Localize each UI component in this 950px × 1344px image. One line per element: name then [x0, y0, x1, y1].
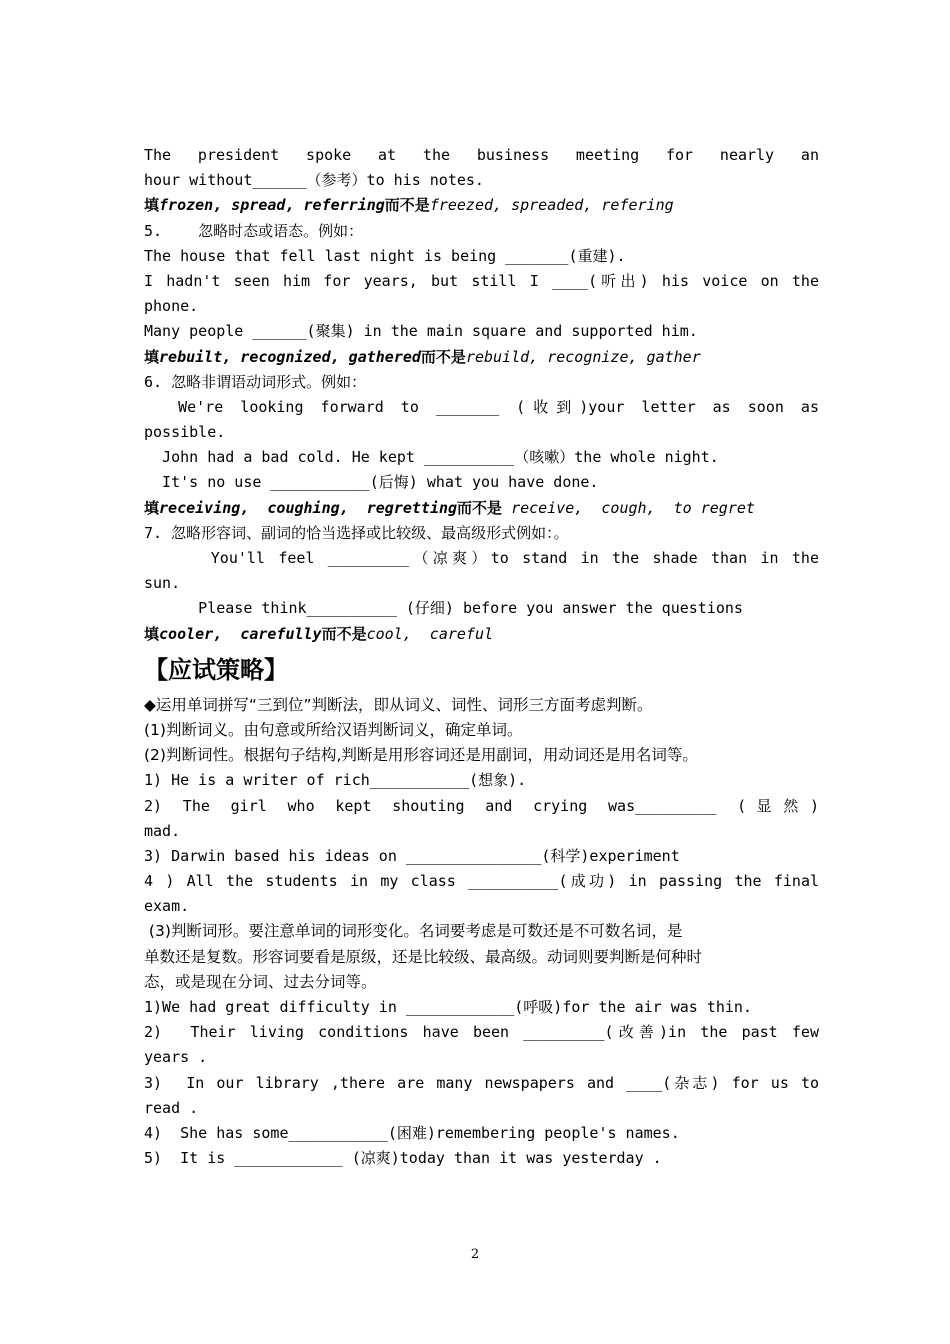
- text-line: mad.: [144, 821, 181, 840]
- text-line: 单数还是复数。形容词要看是原级，还是比较级、最高级。动词则要判断是何种时: [144, 947, 703, 966]
- mistake-examples-block: [144, 143, 819, 647]
- text-line: 7. 忽略形容词、副词的恰当选择或比较级、最高级形式例如：。: [144, 523, 569, 542]
- answer-segment: rebuild, recognize, gather: [465, 347, 701, 366]
- page-number: 2: [470, 1247, 480, 1262]
- text-line: John had a bad cold. He kept __________（咳嗽）the whole night.: [144, 448, 719, 467]
- text-line: possible.: [144, 423, 226, 442]
- text-line: phone.: [144, 297, 199, 316]
- answer-segment: cooler, carefully: [159, 624, 322, 643]
- text-line: I hadn't seen him for years, but still I ____(听出) his voice on the: [144, 271, 819, 290]
- text-line: 4) She has some___________(困难)remembering people's names.: [144, 1123, 680, 1142]
- text-line: hour without______（参考）to his notes.: [144, 171, 484, 190]
- text-line: 态，或是现在分词、过去分词等。: [144, 972, 377, 991]
- text-line: (2)判断词性。根据句子结构,判断是用形容词还是用副词，用动词还是用名词等。: [144, 746, 698, 765]
- answer-segment: 填: [144, 498, 160, 517]
- answer-segment: 而不是: [457, 498, 503, 517]
- answer-line: [144, 496, 819, 521]
- text-line: 6. 忽略非谓语动词形式。例如：: [144, 372, 367, 391]
- text-line: 2) The girl who kept shouting and crying was_________ ( 显 然 ): [144, 796, 819, 815]
- answer-segment: freezed, spreaded, refering: [429, 196, 674, 215]
- text-line: read .: [144, 1098, 199, 1117]
- document-body: [144, 143, 819, 1171]
- answer-segment: 填: [144, 624, 160, 643]
- text-line: 3) In our library ,there are many newspapers and ____(杂志) for us to: [144, 1073, 819, 1092]
- text-line: sun.: [144, 574, 181, 593]
- answer-segment: rebuilt, recognized, gathered: [159, 347, 421, 366]
- answer-segment: frozen, spread, referring: [159, 196, 385, 215]
- text-line: 5. 忽略时态或语态。例如：: [144, 221, 364, 240]
- text-line: ◆运用单词拼写“三到位”判断法，即从词义、词性、词形三方面考虑判断。: [144, 695, 653, 714]
- text-line: The house that fell last night is being _______(重建).: [144, 246, 626, 265]
- text-line: (3)判断词形。要注意单词的词形变化。名词要考虑是可数还是不可数名词，是: [144, 922, 683, 941]
- text-line: Please think__________ (仔细) before you answer the questions: [144, 599, 743, 618]
- text-line: 5) It is ____________ (凉爽)today than it was yesterday .: [144, 1149, 662, 1168]
- text-line: We're looking forward to _______ (收到)your letter as soon as: [144, 397, 819, 416]
- text-line: Many people ______(聚集) in the main square and supported him.: [144, 322, 698, 341]
- answer-segment: receive, cough, to regret: [502, 498, 755, 517]
- text-line: The president spoke at the business meeting for nearly an: [144, 146, 819, 164]
- answer-segment: cool, careful: [366, 624, 494, 643]
- text-line: 4 ) All the students in my class __________(成功) in passing the final: [144, 872, 819, 891]
- strategy-block: [144, 693, 819, 1172]
- text-line: It's no use ___________(后悔) what you have done.: [144, 473, 599, 492]
- answer-segment: 填: [144, 347, 160, 366]
- answer-line: [144, 193, 819, 218]
- answer-segment: 而不是: [384, 196, 430, 215]
- text-line: years .: [144, 1048, 208, 1067]
- text-line: 3) Darwin based his ideas on _______________(科学)experiment: [144, 846, 680, 865]
- answer-segment: receiving, coughing, regretting: [159, 498, 458, 517]
- text-line: 1) He is a writer of rich___________(想象).: [144, 771, 527, 790]
- answer-segment: 填: [144, 196, 160, 215]
- answer-segment: 而不是: [420, 347, 466, 366]
- text-line: exam.: [144, 897, 190, 916]
- answer-line: [144, 622, 819, 647]
- answer-line: [144, 345, 819, 370]
- text-line: (1)判断词义。由句意或所给汉语判断词义，确定单词。: [144, 720, 523, 739]
- answer-segment: 而不是: [321, 624, 367, 643]
- text-line: You'll feel _________（凉爽）to stand in the shade than in the: [144, 549, 819, 567]
- section-title: 【应试策略】: [144, 655, 288, 684]
- text-line: 1)We had great difficulty in ____________(呼吸)for the air was thin.: [144, 998, 752, 1016]
- text-line: 2) Their living conditions have been _________(改善)in the past few: [144, 1023, 819, 1042]
